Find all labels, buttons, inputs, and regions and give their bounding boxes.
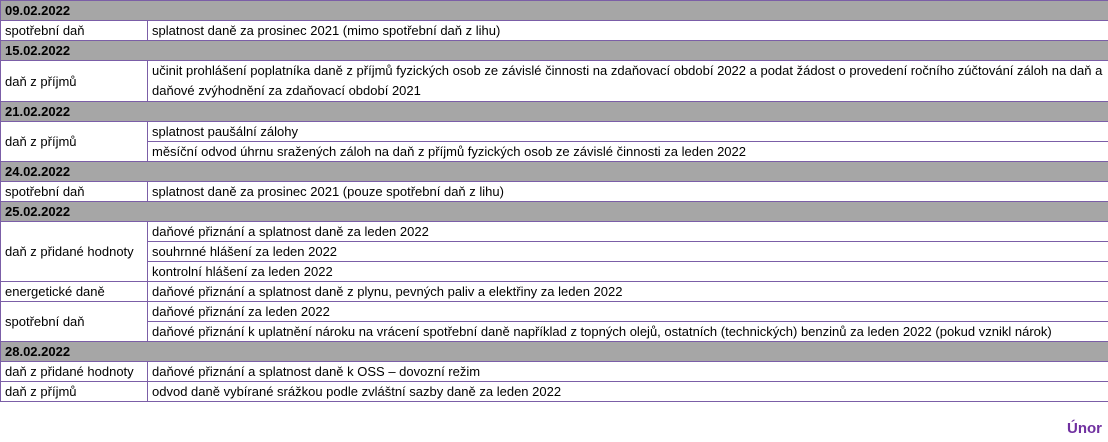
table-row: [1, 21, 1108, 41]
tax-type-cell: spotřební daň: [1, 302, 148, 342]
table-row: [1, 322, 1108, 342]
tax-type-cell: daň z příjmů: [1, 61, 148, 102]
description-cell: daňové přiznání a splatnost daně z plynu, pevných paliv a elektřiny za leden 2022: [148, 282, 1108, 302]
table-row: [1, 142, 1108, 162]
description-cell: daňové přiznání a splatnost daně za leden 2022: [148, 222, 1108, 242]
date-header-row: [1, 41, 1108, 61]
table-row: [1, 122, 1108, 142]
table-row: [1, 182, 1108, 202]
description-cell: učinit prohlášení poplatníka daně z příjmů fyzických osob ze závislé činnosti na zdaňovací období 2022 a podat žádost o provedení ročního zúčtování záloh na daň a daňové zvýhodnění za zdaňovací období 2021: [148, 61, 1108, 102]
date-label: 21.02.2022: [1, 102, 1108, 122]
tax-type-cell: spotřební daň: [1, 21, 148, 41]
tax-type-cell: spotřební daň: [1, 182, 148, 202]
tax-type-cell: daň z přidané hodnoty: [1, 222, 148, 282]
date-label: 24.02.2022: [1, 162, 1108, 182]
table-row: [1, 382, 1108, 402]
date-header-row: [1, 202, 1108, 222]
description-cell: kontrolní hlášení za leden 2022: [148, 262, 1108, 282]
tax-type-cell: energetické daně: [1, 282, 148, 302]
date-header-row: [1, 162, 1108, 182]
table-row: [1, 302, 1108, 322]
table-row: [1, 61, 1108, 102]
date-label: 15.02.2022: [1, 41, 1108, 61]
description-cell: daňové přiznání a splatnost daně k OSS – dovozní režim: [148, 362, 1108, 382]
table-row: [1, 362, 1108, 382]
description-cell: daňové přiznání za leden 2022: [148, 302, 1108, 322]
date-label: 09.02.2022: [1, 1, 1108, 21]
table-row: [1, 282, 1108, 302]
month-label: Únor: [1067, 420, 1102, 437]
date-label: 25.02.2022: [1, 202, 1108, 222]
date-header-row: [1, 342, 1108, 362]
tax-type-cell: daň z příjmů: [1, 122, 148, 162]
date-label: 28.02.2022: [1, 342, 1108, 362]
description-cell: splatnost daně za prosinec 2021 (mimo spotřební daň z lihu): [148, 21, 1108, 41]
description-cell: splatnost daně za prosinec 2021 (pouze spotřební daň z lihu): [148, 182, 1108, 202]
description-cell: splatnost paušální zálohy: [148, 122, 1108, 142]
description-cell: souhrnné hlášení za leden 2022: [148, 242, 1108, 262]
table-row: [1, 262, 1108, 282]
date-header-row: [1, 102, 1108, 122]
description-cell: odvod daně vybírané srážkou podle zvláštní sazby daně za leden 2022: [148, 382, 1108, 402]
table-row: [1, 222, 1108, 242]
description-cell: daňové přiznání k uplatnění nároku na vrácení spotřební daně například z topných olejů, ostatních (technických) benzinů za leden 2022 (pokud vznikl nárok): [148, 322, 1108, 342]
table-row: [1, 242, 1108, 262]
description-cell: měsíční odvod úhrnu sražených záloh na daň z příjmů fyzických osob ze závislé činnosti za leden 2022: [148, 142, 1108, 162]
date-header-row: [1, 1, 1108, 21]
tax-type-cell: daň z přidané hodnoty: [1, 362, 148, 382]
tax-type-cell: daň z příjmů: [1, 382, 148, 402]
